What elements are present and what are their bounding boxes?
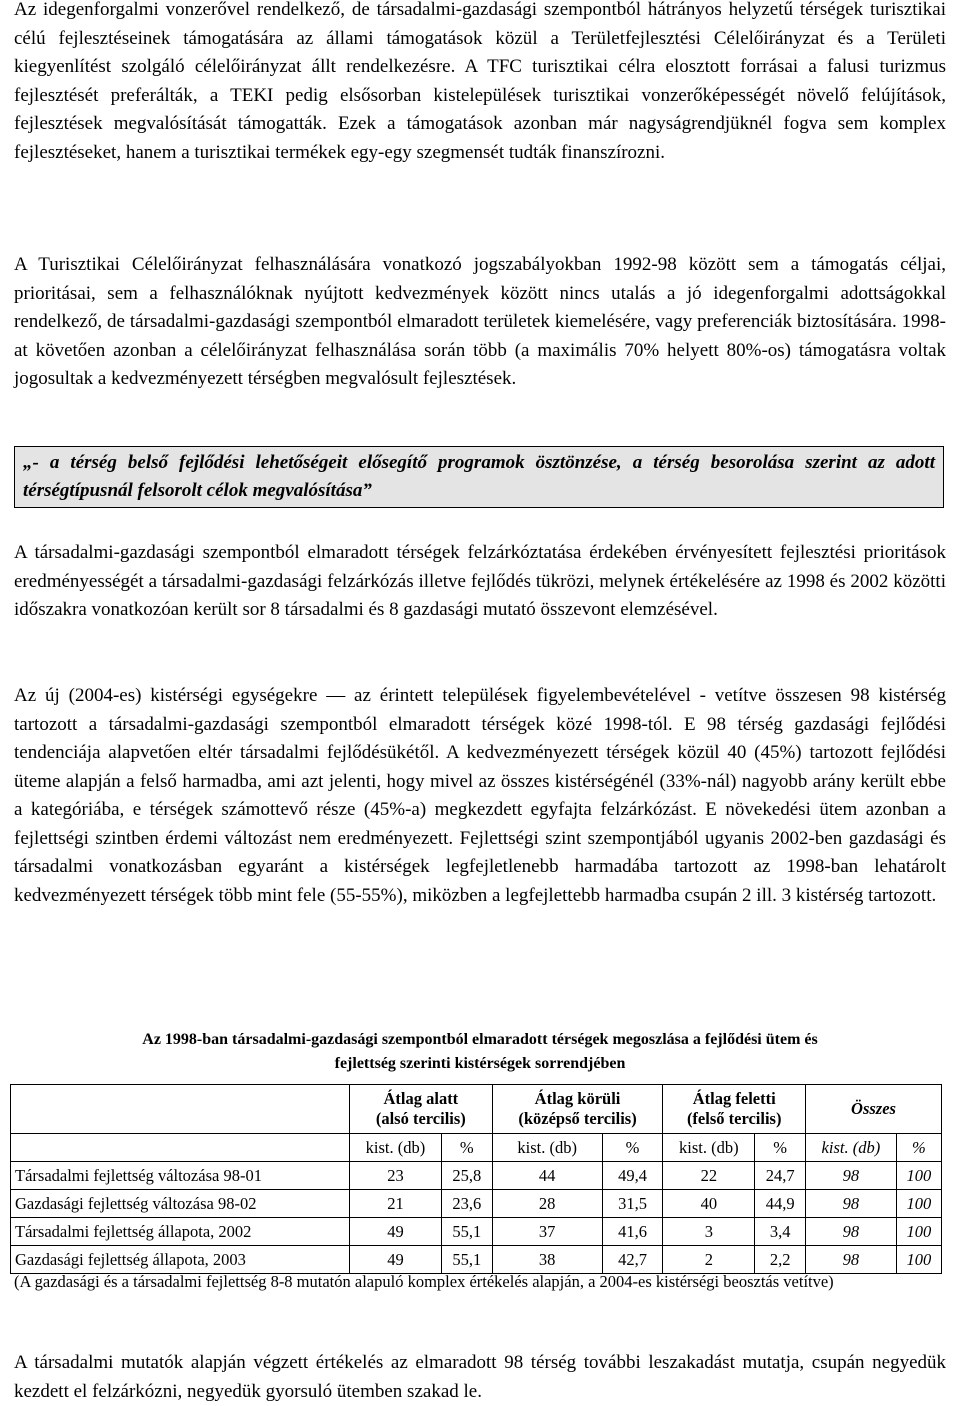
header-above-average xyxy=(663,1085,806,1134)
table-row xyxy=(11,1162,942,1190)
table-cell: 98 xyxy=(806,1162,897,1190)
subheader-cell: % xyxy=(755,1134,806,1162)
paragraph-tourism-support: Az idegenforgalmi vonzerővel rendelkező, de társadalmi-gazdasági szempontból hátrányos helyzetű térségek turisztikai célú fejlesztéseinek támogatására az állami támogatások közül a Területfejlesztési Célelőirányzat és a Területi kiegyenlítést szolgáló célelőirányzat állt rendelkezésre. A TFC turisztikai célra elosztott forrásai a falusi turizmus fejlesztését preferálták, a TEKI pedig elsősorban kistelepülések turisztikai vonzerőképességét növelő felújítások, fejlesztések megvalósítását támogatták. Ezek a támogatások azonban már nagyságrendjüknél fogva sem komplex fejlesztéseket, hanem a turisztikai termékek egy-egy szegmensét tudták finanszírozni. xyxy=(14,0,946,163)
header-total: Összes xyxy=(806,1085,942,1134)
distribution-table xyxy=(10,1084,942,1274)
subheader-cell: kist. (db) xyxy=(350,1134,442,1162)
paragraph-microregions-analysis: Az új (2004-es) kistérségi egységekre — az érintett települések figyelembevételével - vetítve összesen 98 kistérség tartozott a társadalmi-gazdasági szempontból elmaradott térségek közé 1998-tól. E 98 térség gazdasági fejlődési tendenciája alapvetően eltér társadalmi fejlődésükétől. A kedvezményezett térségek közül 40 (45%) tartozott fejlődési üteme alapján a felső harmadba, ami azt jelenti, hogy mivel az összes kistérségénél (33%-nál) nagyobb arány került ebbe a kategóriába, e térségek számottevő része (45%-a) megkezdett egyfajta felzárkózást. E növekedési ütem azonban a fejlettségi szintben érdemi változást nem eredményezett. Fejlettségi szint szempontjából ugyanis 2002-ben gazdasági és társadalmi vonatkozásban egyaránt a kistérségek legfejletlenebb harmadába tartozott az 1998-ban lehatárolt kedvezményezett térségek több mint fele (55-55%), miközben a legfejlettebb harmadba csupán 2 ill. 3 kistérség tartozott. xyxy=(14,685,946,906)
table-cell: 49 xyxy=(350,1218,442,1246)
table-cell: 100 xyxy=(896,1162,941,1190)
table-subheader-blank xyxy=(11,1134,350,1162)
table-cell: 98 xyxy=(806,1218,897,1246)
table-subheader-row xyxy=(11,1134,942,1162)
table-cell: 3,4 xyxy=(755,1218,806,1246)
header-around-average-line2: (középső tercilis) xyxy=(518,1109,637,1128)
header-below-average xyxy=(350,1085,493,1134)
row-label: Gazdasági fejlettség változása 98-02 xyxy=(11,1190,350,1218)
table-cell: 44,9 xyxy=(755,1190,806,1218)
table-cell: 2,2 xyxy=(755,1246,806,1274)
table-row xyxy=(11,1218,942,1246)
header-below-average-line1: Átlag alatt xyxy=(383,1089,459,1108)
table-cell: 37 xyxy=(492,1218,602,1246)
table-cell: 41,6 xyxy=(602,1218,663,1246)
table-corner-cell xyxy=(11,1085,350,1134)
highlighted-quote: „- a térség belső fejlődési lehetőségeit elősegítő programok ösztönzése, a térség besorolása szerint az adott térségtípusnál felsorolt célok megvalósítása” xyxy=(14,446,944,508)
table-cell: 23 xyxy=(350,1162,442,1190)
subheader-cell: kist. (db) xyxy=(492,1134,602,1162)
table-cell: 3 xyxy=(663,1218,755,1246)
table-cell: 100 xyxy=(896,1246,941,1274)
table-row xyxy=(11,1190,942,1218)
table-cell: 98 xyxy=(806,1246,897,1274)
table-cell: 23,6 xyxy=(441,1190,492,1218)
subheader-cell: kist. (db) xyxy=(663,1134,755,1162)
table-cell: 25,8 xyxy=(441,1162,492,1190)
table-caption xyxy=(14,1028,946,1076)
table-cell: 44 xyxy=(492,1162,602,1190)
table-cell: 49 xyxy=(350,1246,442,1274)
table-cell: 55,1 xyxy=(441,1218,492,1246)
header-above-average-line1: Átlag feletti xyxy=(692,1089,776,1108)
header-around-average xyxy=(492,1085,663,1134)
table-cell: 100 xyxy=(896,1190,941,1218)
table-cell: 49,4 xyxy=(602,1162,663,1190)
table-cell: 42,7 xyxy=(602,1246,663,1274)
table-note: (A gazdasági és a társadalmi fejlettség 8-8 mutatón alapuló komplex értékelés alapján, a 2004-es kistérségi beosztás vetítve) xyxy=(14,1272,834,1291)
table-caption-line1: Az 1998-ban társadalmi-gazdasági szempontból elmaradott térségek megoszlása a fejlődési ütem és xyxy=(142,1031,818,1048)
header-below-average-line2: (alsó tercilis) xyxy=(375,1109,466,1128)
table-cell: 22 xyxy=(663,1162,755,1190)
table-caption-line2: fejlettség szerinti kistérségek sorrendjében xyxy=(334,1055,626,1072)
table-cell: 38 xyxy=(492,1246,602,1274)
subheader-cell: % xyxy=(441,1134,492,1162)
subheader-cell: % xyxy=(602,1134,663,1162)
row-label: Társadalmi fejlettség állapota, 2002 xyxy=(11,1218,350,1246)
paragraph-social-indicators: A társadalmi mutatók alapján végzett értékelés az elmaradott 98 térség további leszakadást mutatja, csupán negyedük kezdett el felzárkózni, negyedük gyorsuló ütemben szakad le. xyxy=(14,1352,946,1402)
subheader-cell: % xyxy=(896,1134,941,1162)
table-cell: 31,5 xyxy=(602,1190,663,1218)
table-cell: 2 xyxy=(663,1246,755,1274)
table-cell: 100 xyxy=(896,1218,941,1246)
table-cell: 55,1 xyxy=(441,1246,492,1274)
table-cell: 21 xyxy=(350,1190,442,1218)
header-above-average-line2: (felső tercilis) xyxy=(686,1109,782,1128)
table-cell: 40 xyxy=(663,1190,755,1218)
paragraph-tourism-target: A Turisztikai Célelőirányzat felhasználására vonatkozó jogszabályokban 1992-98 között sem a támogatás céljai, prioritásai, sem a felhasználóknak nyújtott kedvezmények között nincs utalás a jó idegenforgalmi adottságokkal rendelkező, de társadalmi-gazdasági szempontból elmaradott területek kiemelésére, vagy preferenciák biztosítására. 1998-at követően azonban a célelőirányzat felhasználása során több (a maximális 70% helyett 80%-os) támogatásra voltak jogosultak a kedvezményezett térségben megvalósult fejlesztések. xyxy=(14,254,946,389)
header-around-average-line1: Átlag körüli xyxy=(534,1089,621,1108)
table-cell: 28 xyxy=(492,1190,602,1218)
subheader-cell: kist. (db) xyxy=(806,1134,897,1162)
table-cell: 24,7 xyxy=(755,1162,806,1190)
table-cell: 98 xyxy=(806,1190,897,1218)
table-row xyxy=(11,1246,942,1274)
table-header-row xyxy=(11,1085,942,1134)
row-label: Társadalmi fejlettség változása 98-01 xyxy=(11,1162,350,1190)
paragraph-development-priorities: A társadalmi-gazdasági szempontból elmaradott térségek felzárkóztatása érdekében érvényesített fejlesztési prioritások eredményességét a társadalmi-gazdasági felzárkózás illetve fejlődés tükrözi, melynek értékelésére az 1998 és 2002 közötti időszakra vonatkozóan került sor 8 társadalmi és 8 gazdasági mutató összevont elemzésével. xyxy=(14,542,946,620)
row-label: Gazdasági fejlettség állapota, 2003 xyxy=(11,1246,350,1274)
